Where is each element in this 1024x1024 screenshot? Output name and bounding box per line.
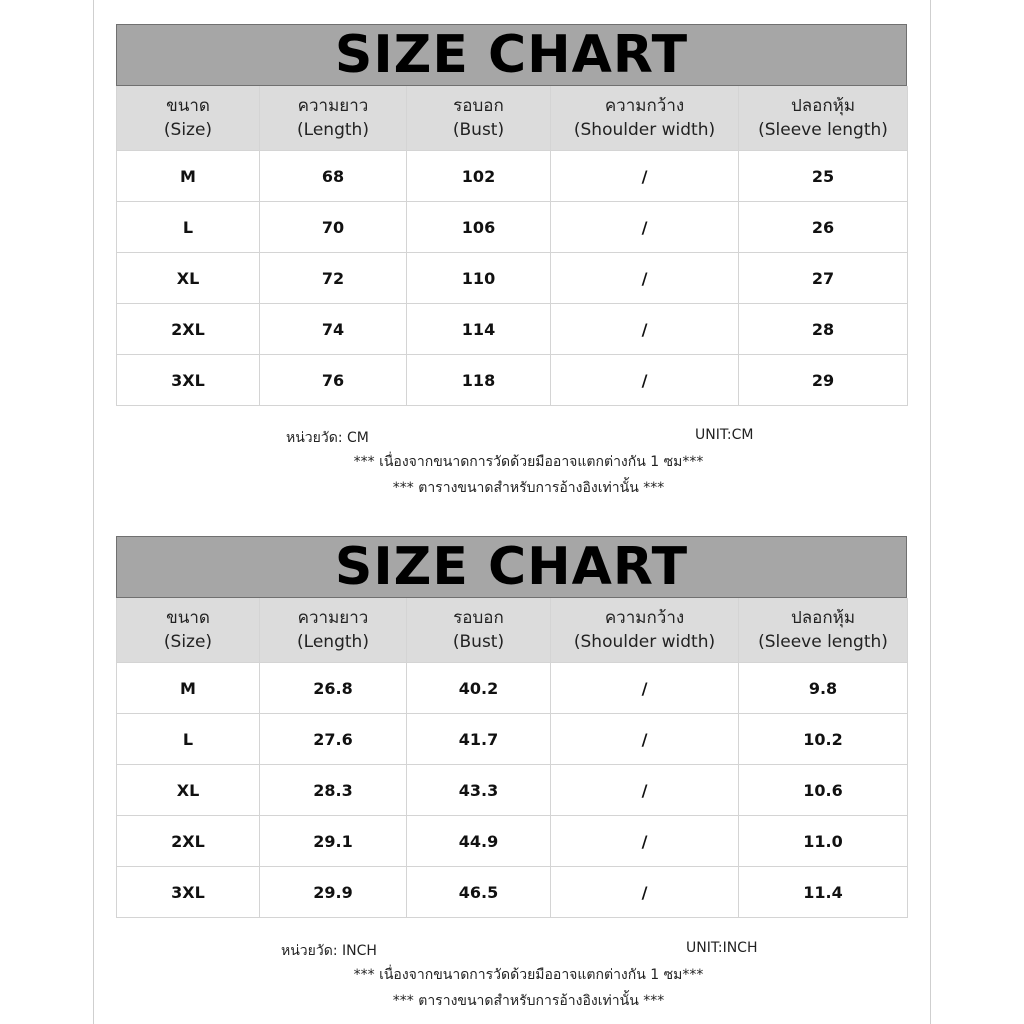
header-bust-en: (Bust) <box>452 632 505 652</box>
cell-shoulder: / <box>551 816 739 867</box>
header-size <box>117 86 260 151</box>
unit-row <box>116 427 907 449</box>
header-sleeve-en: (Sleeve length) <box>758 120 888 140</box>
header-length <box>260 598 407 663</box>
header-length-en: (Length) <box>297 632 369 652</box>
cell-bust: 106 <box>407 202 551 253</box>
cell-length: 74 <box>260 304 407 355</box>
header-sleeve-en: (Sleeve length) <box>758 632 888 652</box>
cell-size: L <box>117 714 260 765</box>
header-shoulder <box>551 86 739 151</box>
size-table-cm <box>116 86 908 406</box>
cell-bust: 118 <box>407 355 551 406</box>
note-reference-only: *** ตารางขนาดสำหรับการอ้างอิงเท่านั้น *** <box>392 993 665 1009</box>
cell-length: 28.3 <box>260 765 407 816</box>
cell-sleeve: 28 <box>739 304 908 355</box>
header-length-en: (Length) <box>297 120 369 140</box>
header-bust-th: รอบอก <box>453 96 504 116</box>
header-bust-en: (Bust) <box>452 120 505 140</box>
cell-shoulder: / <box>551 202 739 253</box>
header-size-en: (Size) <box>163 120 213 140</box>
cell-sleeve: 10.6 <box>739 765 908 816</box>
header-length-th: ความยาว <box>297 96 369 116</box>
header-size <box>117 598 260 663</box>
header-size-en: (Size) <box>163 632 213 652</box>
cell-bust: 102 <box>407 151 551 202</box>
size-chart-cm <box>116 24 907 406</box>
cell-shoulder: / <box>551 304 739 355</box>
cell-sleeve: 11.4 <box>739 867 908 918</box>
unit-label-english: UNIT:INCH <box>686 940 758 956</box>
cell-bust: 44.9 <box>407 816 551 867</box>
cell-size: 3XL <box>117 867 260 918</box>
cell-size: M <box>117 663 260 714</box>
table-row <box>117 151 908 202</box>
cell-size: 3XL <box>117 355 260 406</box>
header-shoulder-th: ความกว้าง <box>604 96 685 116</box>
note-reference-only: *** ตารางขนาดสำหรับการอ้างอิงเท่านั้น *** <box>392 480 665 496</box>
table-row <box>117 202 908 253</box>
table-row <box>117 253 908 304</box>
header-sleeve <box>739 598 908 663</box>
header-sleeve <box>739 86 908 151</box>
cell-bust: 41.7 <box>407 714 551 765</box>
unit-row <box>116 940 907 962</box>
cell-bust: 110 <box>407 253 551 304</box>
cell-shoulder: / <box>551 151 739 202</box>
cell-size: 2XL <box>117 816 260 867</box>
cell-size: 2XL <box>117 304 260 355</box>
table-row <box>117 663 908 714</box>
cell-size: XL <box>117 765 260 816</box>
cell-length: 68 <box>260 151 407 202</box>
header-bust-th: รอบอก <box>453 608 504 628</box>
cell-shoulder: / <box>551 765 739 816</box>
cell-length: 26.8 <box>260 663 407 714</box>
cell-shoulder: / <box>551 714 739 765</box>
unit-label-english: UNIT:CM <box>695 427 754 443</box>
chart-title-bar <box>116 24 907 86</box>
header-size-th: ขนาด <box>166 608 210 628</box>
header-size-th: ขนาด <box>166 96 210 116</box>
header-row <box>117 598 908 663</box>
size-table-inch <box>116 598 908 918</box>
unit-label-thai: หน่วยวัด: CM <box>286 430 369 446</box>
chart-title: SIZE CHART <box>334 25 689 85</box>
table-row <box>117 867 908 918</box>
cell-size: L <box>117 202 260 253</box>
header-shoulder-en: (Shoulder width) <box>573 120 716 140</box>
note-measurement-variance: *** เนื่องจากขนาดการวัดด้วยมืออาจแตกต่างกัน 1 ซม*** <box>353 967 704 983</box>
cell-sleeve: 26 <box>739 202 908 253</box>
header-bust <box>407 86 551 151</box>
header-shoulder-th: ความกว้าง <box>604 608 685 628</box>
header-sleeve-th: ปลอกหุ้ม <box>790 96 856 116</box>
header-shoulder-en: (Shoulder width) <box>573 632 716 652</box>
cell-bust: 46.5 <box>407 867 551 918</box>
header-bust <box>407 598 551 663</box>
cell-length: 72 <box>260 253 407 304</box>
header-row <box>117 86 908 151</box>
cell-sleeve: 10.2 <box>739 714 908 765</box>
cell-size: XL <box>117 253 260 304</box>
chart-title: SIZE CHART <box>334 537 689 597</box>
cell-length: 76 <box>260 355 407 406</box>
cell-bust: 43.3 <box>407 765 551 816</box>
cell-sleeve: 27 <box>739 253 908 304</box>
cell-sleeve: 9.8 <box>739 663 908 714</box>
cell-size: M <box>117 151 260 202</box>
cell-sleeve: 25 <box>739 151 908 202</box>
table-row <box>117 304 908 355</box>
cell-sleeve: 29 <box>739 355 908 406</box>
notes-inch <box>116 940 907 1014</box>
notes-cm <box>116 427 907 501</box>
cell-bust: 114 <box>407 304 551 355</box>
size-chart-inch <box>116 536 907 918</box>
header-length-th: ความยาว <box>297 608 369 628</box>
table-row <box>117 765 908 816</box>
header-sleeve-th: ปลอกหุ้ม <box>790 608 856 628</box>
cell-sleeve: 11.0 <box>739 816 908 867</box>
table-row <box>117 355 908 406</box>
note-measurement-variance: *** เนื่องจากขนาดการวัดด้วยมืออาจแตกต่างกัน 1 ซม*** <box>353 454 704 470</box>
cell-shoulder: / <box>551 867 739 918</box>
cell-length: 29.9 <box>260 867 407 918</box>
cell-length: 29.1 <box>260 816 407 867</box>
cell-bust: 40.2 <box>407 663 551 714</box>
header-length <box>260 86 407 151</box>
table-row <box>117 816 908 867</box>
header-shoulder <box>551 598 739 663</box>
cell-length: 27.6 <box>260 714 407 765</box>
cell-shoulder: / <box>551 253 739 304</box>
cell-shoulder: / <box>551 355 739 406</box>
chart-title-bar <box>116 536 907 598</box>
cell-shoulder: / <box>551 663 739 714</box>
cell-length: 70 <box>260 202 407 253</box>
table-row <box>117 714 908 765</box>
unit-label-thai: หน่วยวัด: INCH <box>281 943 377 959</box>
